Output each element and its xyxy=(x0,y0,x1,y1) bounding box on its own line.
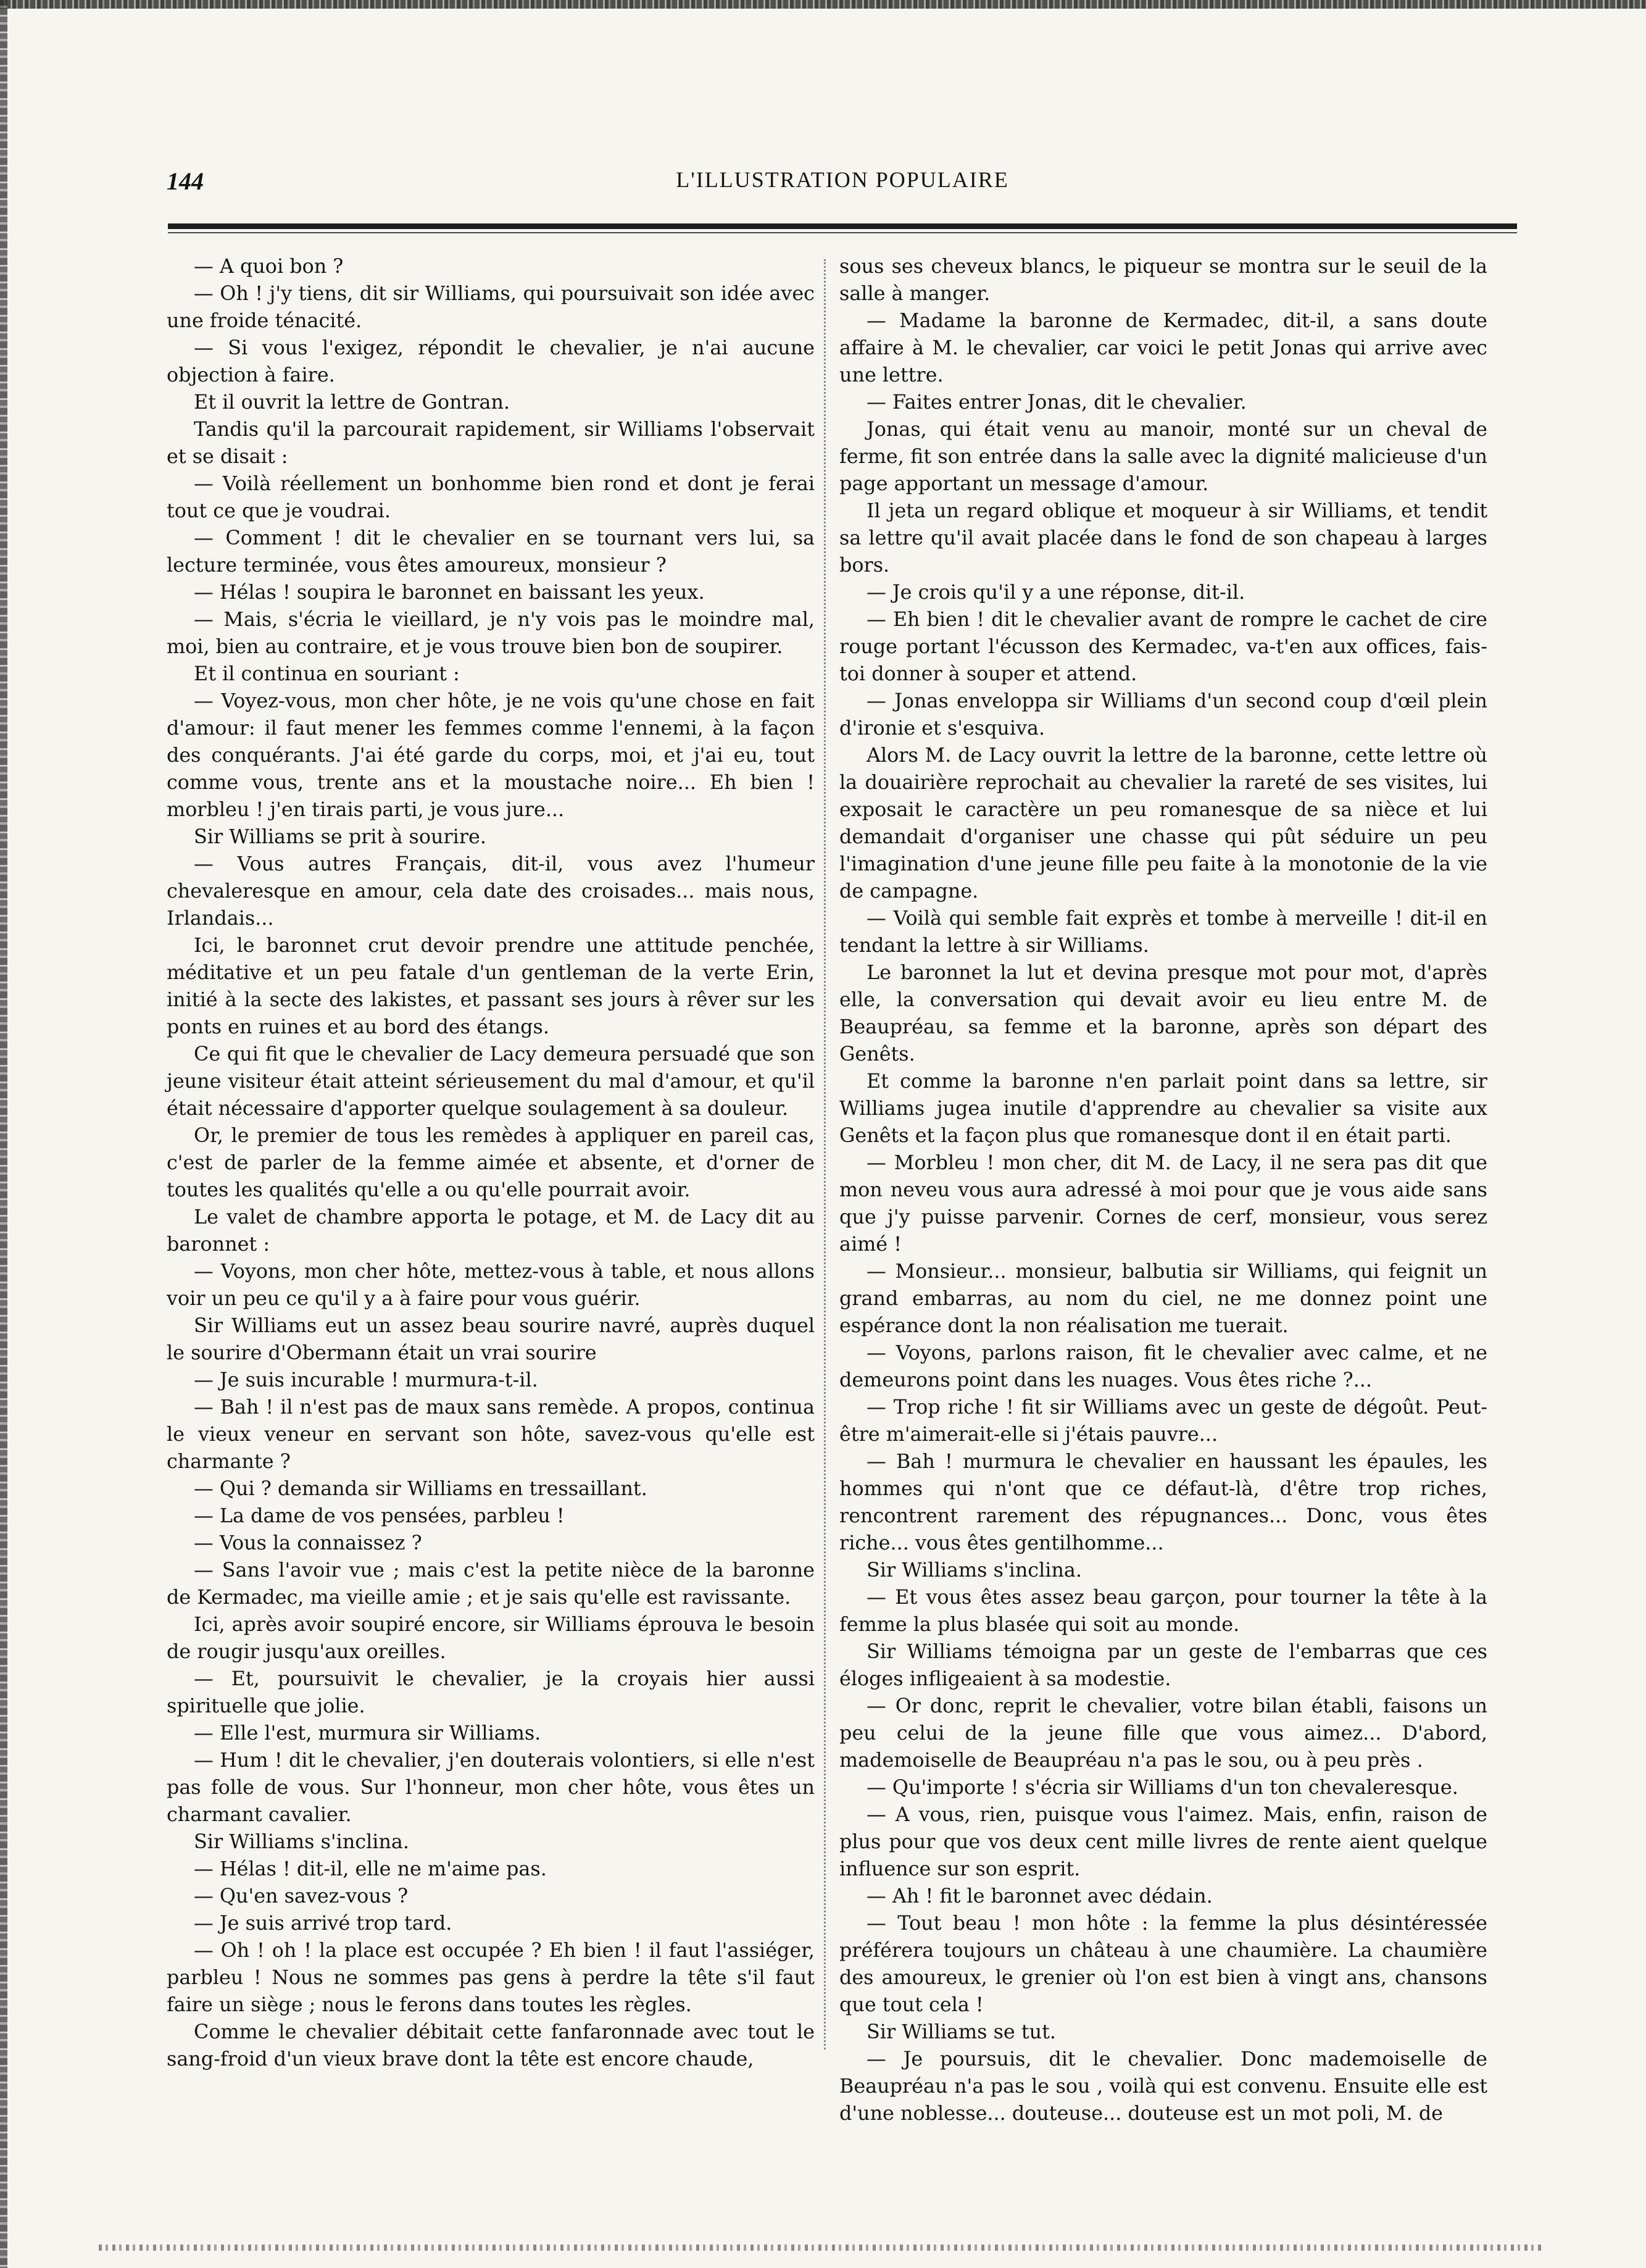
paragraph: — Si vous l'exigez, répondit le chevalier, je n'ai aucune objection à faire. xyxy=(167,336,815,386)
paragraph: — Oh ! j'y tiens, dit sir Williams, qui poursuivait son idée avec une froide ténacité. xyxy=(167,282,815,332)
paragraph: — Voyons, mon cher hôte, mettez-vous à table, et nous allons voir un peu ce qu'il y a à faire pour vous guérir. xyxy=(167,1260,815,1310)
paragraph: — Je suis arrivé trop tard. xyxy=(194,1912,452,1935)
paragraph: — Voyons, parlons raison, fit le chevalier avec calme, et ne demeurons point dans les nuages. Vous êtes riche ?... xyxy=(839,1341,1487,1391)
paragraph: — Comment ! dit le chevalier en se tournant vers lui, sa lecture terminée, vous êtes amoureux, monsieur ? xyxy=(167,527,815,577)
paragraph: — Faites entrer Jonas, dit le chevalier. xyxy=(867,391,1247,414)
paragraph: — Tout beau ! mon hôte : la femme la plus désintéressée préférera toujours un château à une chaumière. La chaumière des amoureux, le grenier où l'on est bien à vingt ans, chansons que tout cela ! xyxy=(839,1912,1487,2016)
paragraph: Tandis qu'il la parcourait rapidement, sir Williams l'observait et se disait : xyxy=(167,418,815,468)
paragraph: — Or donc, reprit le chevalier, votre bilan établi, faisons un peu celui de la jeune fille que vous aimez... D'abord, mademoiselle de Beaupréau n'a pas le sou, ou à peu près . xyxy=(839,1695,1487,1772)
paragraph: — Bah ! il n'est pas de maux sans remède. A propos, continua le vieux veneur en servant son hôte, savez-vous qu'elle est charmante ? xyxy=(167,1396,815,1473)
page-header xyxy=(167,167,1518,204)
scan-edge-left xyxy=(0,0,7,2268)
right-text-column xyxy=(839,253,1487,2127)
paragraph: — La dame de vos pensées, parbleu ! xyxy=(194,1504,565,1527)
paragraph: — Voilà réellement un bonhomme bien rond et dont je ferai tout ce que je voudrai. xyxy=(167,472,815,522)
paragraph: sous ses cheveux blancs, le piqueur se montra sur le seuil de la salle à manger. xyxy=(839,255,1487,305)
header-rule-thick xyxy=(168,223,1517,229)
column-divider xyxy=(824,259,826,2049)
paragraph: Ce qui fit que le chevalier de Lacy demeura persuadé que son jeune visiteur était atteint sérieusement du mal d'amour, et qu'il était nécessaire d'apporter quelque soulagement à sa douleur. xyxy=(167,1043,815,1120)
paragraph: — Jonas enveloppa sir Williams d'un second coup d'œil plein d'ironie et s'esquiva. xyxy=(839,690,1487,740)
scan-edge-top xyxy=(0,0,1646,9)
paragraph: — Hélas ! dit-il, elle ne m'aime pas. xyxy=(194,1857,547,1880)
paragraph: — Hum ! dit le chevalier, j'en douterais volontiers, si elle n'est pas folle de vous. Sur l'honneur, mon cher hôte, vous êtes un charmant cavalier. xyxy=(167,1749,815,1826)
paragraph: — Je poursuis, dit le chevalier. Donc mademoiselle de Beaupréau n'a pas le sou , voilà qui est convenu. Ensuite elle est d'une noblesse... douteuse... douteuse est un mot poli, M. de xyxy=(839,2048,1487,2125)
paragraph: Ici, après avoir soupiré encore, sir Williams éprouva le besoin de rougir jusqu'aux oreilles. xyxy=(167,1613,815,1663)
paragraph: Sir Williams se prit à sourire. xyxy=(194,825,486,848)
paragraph: — Et vous êtes assez beau garçon, pour tourner la tête à la femme la plus blasée qui soit au monde. xyxy=(839,1586,1487,1636)
paragraph: Il jeta un regard oblique et moqueur à sir Williams, et tendit sa lettre qu'il avait placée dans le fond de son chapeau à larges bors. xyxy=(839,499,1487,577)
paragraph: Le valet de chambre apporta le potage, et M. de Lacy dit au baronnet : xyxy=(167,1206,815,1256)
paragraph: Or, le premier de tous les remèdes à appliquer en pareil cas, c'est de parler de la femme aimée et absente, et d'orner de toutes les qualités qu'elle a ou qu'elle pourrait avoir. xyxy=(167,1124,815,1201)
paragraph: — Hélas ! soupira le baronnet en baissant les yeux. xyxy=(194,581,705,604)
paragraph: Le baronnet la lut et devina presque mot pour mot, d'après elle, la conversation qui devait avoir eu lieu entre M. de Beaupréau, sa femme et la baronne, après son départ des Genêts. xyxy=(839,961,1487,1065)
paragraph: — Qui ? demanda sir Williams en tressaillant. xyxy=(194,1477,647,1500)
paragraph: — Elle l'est, murmura sir Williams. xyxy=(194,1722,541,1745)
paragraph: Et il continua en souriant : xyxy=(194,662,460,685)
paragraph: — Morbleu ! mon cher, dit M. de Lacy, il ne sera pas dit que mon neveu vous aura adressé à moi pour que je vous aide sans que j'y puisse parvenir. Cornes de cerf, monsieur, vous serez aimé ! xyxy=(839,1151,1487,1256)
paragraph: Alors M. de Lacy ouvrit la lettre de la baronne, cette lettre où la douairière reprochait au chevalier la rareté de ses visites, lui exposait le caractère un peu romanesque de sa nièce et lui demandait d'organiser une chasse qui pût séduire un peu l'imagination d'une jeune fille peu faite à la monotonie de la vie de campagne. xyxy=(839,744,1487,903)
paragraph: Comme le chevalier débitait cette fanfaronnade avec tout le sang-froid d'un vieux brave dont la tête est encore chaude, xyxy=(167,2020,815,2070)
paragraph: — Et, poursuivit le chevalier, je la croyais hier aussi spirituelle que jolie. xyxy=(167,1667,815,1717)
page-number: 144 xyxy=(167,167,204,195)
paragraph: — Voyez-vous, mon cher hôte, je ne vois qu'une chose en fait d'amour: il faut mener les femmes comme l'ennemi, à la façon des conquérants. J'ai été garde du corps, moi, et j'ai eu, tout comme vous, trente ans et la moustache noire... Eh bien ! morbleu ! j'en tirais parti, je vous jure... xyxy=(167,690,815,821)
paragraph: — Je suis incurable ! murmura-t-il. xyxy=(194,1369,538,1391)
left-text-column xyxy=(167,253,815,2073)
paragraph: Et comme la baronne n'en parlait point dans sa lettre, sir Williams jugea inutile d'apprendre au chevalier sa visite aux Genêts et la façon plus que romanesque dont il en était parti. xyxy=(839,1070,1487,1147)
paragraph: — Oh ! oh ! la place est occupée ? Eh bien ! il faut l'assiéger, parbleu ! Nous ne sommes pas gens à perdre la tête s'il faut faire un siège ; nous le ferons dans toutes les règles. xyxy=(167,1939,815,2016)
paragraph: — Madame la baronne de Kermadec, dit-il, a sans doute affaire à M. le chevalier, car voici le petit Jonas qui arrive avec une lettre. xyxy=(839,309,1487,386)
paragraph: — Je crois qu'il y a une réponse, dit-il. xyxy=(867,581,1245,604)
paragraph: — A vous, rien, puisque vous l'aimez. Mais, enfin, raison de plus pour que vos deux cent mille livres de rente aient quelque influence sur son esprit. xyxy=(839,1803,1487,1880)
paragraph: Jonas, qui était venu au manoir, monté sur un cheval de ferme, fit son entrée dans la salle avec la dignité malicieuse d'un page apportant un message d'amour. xyxy=(839,418,1487,495)
paragraph: Sir Williams s'inclina. xyxy=(867,1559,1082,1582)
scan-edge-bottom xyxy=(99,2245,1543,2251)
paragraph: — Vous la connaissez ? xyxy=(194,1532,422,1554)
paragraph: Sir Williams s'inclina. xyxy=(194,1830,409,1853)
paragraph: Sir Williams se tut. xyxy=(867,2020,1056,2043)
paragraph: Ici, le baronnet crut devoir prendre une attitude penchée, méditative et un peu fatale d'un gentleman de la verte Erin, initié à la secte des lakistes, et passant ses jours à rêver sur les ponts en ruines et au bord des étangs. xyxy=(167,934,815,1038)
paragraph: Sir Williams témoigna par un geste de l'embarras que ces éloges infligeaient à sa modestie. xyxy=(839,1640,1487,1690)
paragraph: — A quoi bon ? xyxy=(194,255,344,278)
paragraph: Sir Williams eut un assez beau sourire navré, auprès duquel le sourire d'Obermann était un vrai sourire xyxy=(167,1314,815,1364)
paragraph: — Eh bien ! dit le chevalier avant de rompre le cachet de cire rouge portant l'écusson des Kermadec, va-t'en aux offices, fais-toi donner à souper et attend. xyxy=(839,608,1487,685)
paragraph: — Qu'importe ! s'écria sir Williams d'un ton chevaleresque. xyxy=(867,1776,1458,1799)
paragraph: — Trop riche ! fit sir Williams avec un geste de dégoût. Peut-être m'aimerait-elle si j'étais pauvre... xyxy=(839,1396,1487,1446)
paragraph: — Monsieur... monsieur, balbutia sir Williams, qui feignit un grand embarras, au nom du ciel, ne me donnez point une espérance dont la non réalisation me tuerait. xyxy=(839,1260,1487,1337)
paragraph: — Bah ! murmura le chevalier en haussant les épaules, les hommes qui n'ont que ce défaut-là, d'être trop riches, rencontrent rarement des répugnances... Donc, vous êtes riche... vous êtes gentilhomme... xyxy=(839,1450,1487,1554)
running-title: L'ILLUSTRATION POPULAIRE xyxy=(676,167,1009,192)
header-rule-thin xyxy=(168,232,1517,233)
paragraph: — Voilà qui semble fait exprès et tombe à merveille ! dit-il en tendant la lettre à sir Williams. xyxy=(839,907,1487,957)
paragraph: — Sans l'avoir vue ; mais c'est la petite nièce de la baronne de Kermadec, ma vieille amie ; et je sais qu'elle est ravissante. xyxy=(167,1559,815,1609)
paragraph: — Vous autres Français, dit-il, vous avez l'humeur chevaleresque en amour, cela date des croisades... mais nous, Irlandais... xyxy=(167,853,815,930)
paragraph: — Qu'en savez-vous ? xyxy=(194,1885,409,1907)
paragraph: — Ah ! fit le baronnet avec dédain. xyxy=(867,1885,1213,1907)
paragraph: — Mais, s'écria le vieillard, je n'y vois pas le moindre mal, moi, bien au contraire, et je vous trouve bien bon de soupirer. xyxy=(167,608,815,658)
paragraph: Et il ouvrit la lettre de Gontran. xyxy=(194,391,510,414)
